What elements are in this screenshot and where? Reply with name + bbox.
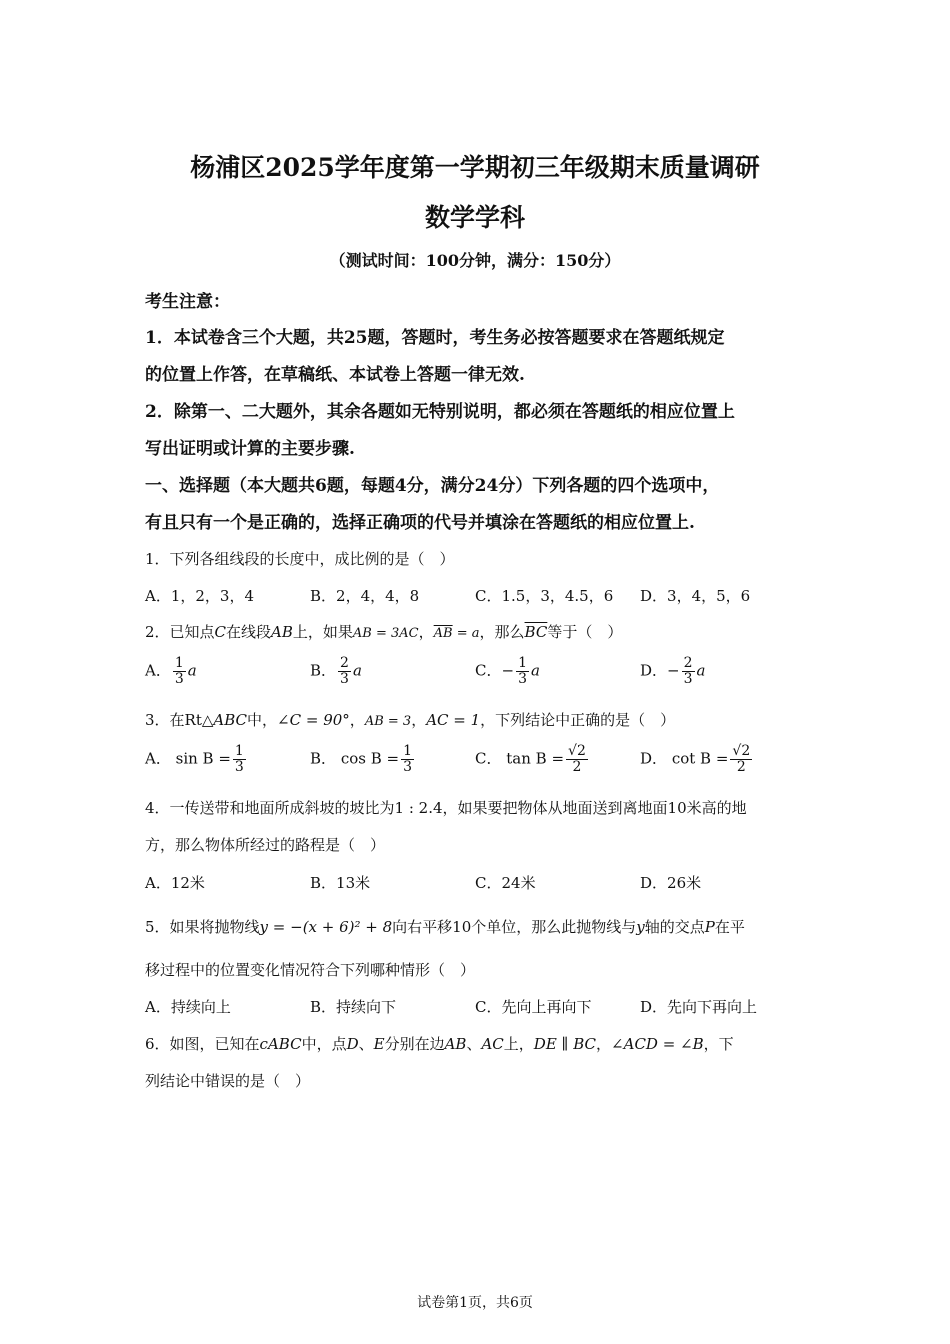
option-label: C．	[475, 661, 502, 680]
denominator: 2	[736, 759, 746, 775]
q1-option-d: D．3，4，5，6	[640, 587, 751, 605]
q5-option-a: A．持续向上	[145, 998, 231, 1016]
q6-text: 、	[358, 1035, 374, 1053]
exam-info: （测试时间：100分钟，满分：150分）	[329, 251, 621, 270]
q6-text: 、	[466, 1035, 482, 1053]
q1-option-b: B．2，4，4，8	[310, 587, 420, 605]
q2-point-c: C	[214, 623, 227, 641]
fraction	[730, 744, 752, 775]
vector-a: a	[696, 661, 706, 680]
q4-stem-line-1	[145, 797, 747, 818]
q2-vector-ab: $\overline{AB}$	[433, 626, 453, 641]
q6-stem-line-1	[145, 1033, 734, 1054]
fraction	[338, 656, 351, 687]
q5-option-b: B．持续向下	[310, 998, 397, 1016]
option-label: C．	[475, 749, 502, 768]
q1-option-c: C．1.5，3，4.5，6	[475, 587, 614, 605]
denominator: 3	[403, 759, 412, 775]
option-label: D．	[640, 749, 668, 768]
q2-condition-1: AB = 3AC	[352, 626, 419, 641]
numerator: 1	[174, 655, 184, 671]
q3-triangle: ABC	[213, 711, 248, 729]
q4-option-b: B．13米	[310, 874, 371, 892]
numerator: 2	[683, 655, 693, 671]
q6-angles: ∠ACD = ∠B	[611, 1035, 704, 1053]
q3-ab: AB = 3	[364, 714, 412, 729]
trig-expression: tan B =	[506, 749, 565, 768]
q5-stem-line-1	[145, 916, 745, 937]
q6-text: 上，	[503, 1035, 534, 1053]
numerator: 1	[403, 743, 412, 759]
q4-text: ，如果要把物体从地面送到离地面10米高的地	[442, 799, 747, 817]
subject-title: 数学学科	[424, 203, 525, 232]
q2-text: ，	[418, 623, 434, 641]
q5-stem-line-2: 移过程中的位置变化情况符合下列哪种情形（ ）	[145, 961, 476, 979]
q6-side-ab: AB	[444, 1035, 467, 1053]
q1-option-a: A．1，2，3，4	[145, 587, 255, 605]
q6-side-ac: AC	[481, 1035, 504, 1053]
option-label: B．	[310, 749, 337, 768]
option-label: A．	[145, 749, 171, 768]
q2-text: 等于（ ）	[547, 623, 623, 641]
q3-text: ，	[411, 711, 427, 729]
denominator: 2	[572, 759, 582, 775]
q3-option-b	[310, 744, 416, 775]
q2-text: 上，如果	[292, 623, 353, 641]
fraction	[566, 744, 588, 775]
q6-text: 6．如图，已知在	[145, 1035, 260, 1053]
q2-text: 2．已知点	[145, 623, 215, 641]
numerator: 1	[234, 743, 244, 759]
option-label: D．	[640, 661, 668, 680]
q3-text: ，下列结论中正确的是（ ）	[480, 711, 676, 729]
q6-text: ，下	[703, 1035, 734, 1053]
fraction	[401, 744, 414, 775]
q5-option-d: D．先向下再向上	[640, 998, 758, 1016]
notice-item-1-line-2: 的位置上作答，在草稿纸、本试卷上答题一律无效.	[145, 365, 525, 385]
minus-sign: −	[501, 661, 515, 680]
q3-angle: ∠C = 90°	[277, 711, 350, 729]
q5-text: 在平	[714, 918, 745, 936]
q6-text: ，	[596, 1035, 612, 1053]
notice-item-1-line-1: 1．本试卷含三个大题，共25题，答题时，考生务必按答题要求在答题纸规定	[145, 328, 725, 348]
q2-condition-2: = a	[452, 626, 480, 641]
q2-vector-bc: $\overline{BC}$	[524, 623, 548, 641]
trig-expression: cot B =	[671, 749, 729, 768]
fraction	[233, 744, 246, 775]
fraction	[173, 656, 186, 687]
fraction	[516, 656, 529, 687]
q3-option-d	[640, 744, 754, 775]
denominator: 3	[683, 671, 693, 687]
q5-parabola: y = −(x + 6)² + 8	[259, 918, 393, 936]
q5-point-p: P	[704, 918, 715, 936]
section-1-line-2: 有且只有一个是正确的，选择正确项的代号并填涂在答题纸的相应位置上.	[145, 513, 695, 533]
q4-stem-line-2: 方，那么物体所经过的路程是（ ）	[145, 836, 386, 854]
q4-option-c: C．24米	[475, 874, 536, 892]
q5-text: 向右平移10个单位，那么此抛物线与	[392, 918, 637, 936]
q1-stem: 1．下列各组线段的长度中，成比例的是（ ）	[145, 550, 455, 568]
q3-option-c	[475, 744, 590, 775]
q4-ratio: 1 : 2.4	[394, 799, 443, 817]
notice-item-2-line-1: 2．除第一、二大题外，其余各题如无特别说明，都必须在答题纸的相应位置上	[145, 402, 735, 422]
denominator: 3	[234, 759, 244, 775]
q5-text: 5．如果将抛物线	[145, 918, 260, 936]
q2-option-d	[640, 656, 705, 687]
section-1-line-1: 一、选择题（本大题共6题，每题4分，满分24分）下列各题的四个选项中，	[145, 476, 720, 496]
q3-text: ，	[349, 711, 365, 729]
trig-expression: cos B =	[340, 749, 400, 768]
q6-triangle: cABC	[259, 1035, 302, 1053]
q2-segment-ab: AB	[271, 623, 293, 641]
denominator: 3	[340, 671, 349, 687]
q4-option-d: D．26米	[640, 874, 702, 892]
q3-option-a	[145, 744, 248, 775]
q5-text: 轴的交点	[644, 918, 705, 936]
q2-option-c	[475, 656, 540, 687]
minus-sign: −	[667, 661, 680, 680]
q4-option-a: A．12米	[145, 874, 205, 892]
notice-heading: 考生注意：	[145, 292, 230, 312]
q3-text: 3．在Rt△	[145, 711, 214, 729]
option-label: A．	[145, 661, 171, 680]
q3-stem	[145, 709, 675, 730]
q5-y-axis: y	[636, 918, 645, 936]
vector-a: a	[352, 661, 362, 680]
q2-option-a	[145, 656, 197, 687]
q2-text: 在线段	[226, 623, 272, 641]
denominator: 3	[174, 671, 184, 687]
q6-parallel: DE ∥ BC	[533, 1035, 597, 1053]
trig-expression: sin B =	[175, 749, 231, 768]
fraction	[682, 656, 695, 687]
numerator: 2	[340, 655, 349, 671]
exam-title: 杨浦区2025学年度第一学期初三年级期末质量调研	[190, 153, 760, 182]
q6-stem-line-2: 列结论中错误的是（ ）	[145, 1072, 311, 1090]
page-footer: 试卷第1页，共6页	[417, 1295, 533, 1311]
vector-a: a	[187, 661, 197, 680]
q2-stem	[145, 621, 622, 642]
q5-option-c: C．先向上再向下	[475, 998, 592, 1016]
vector-a: a	[530, 661, 540, 680]
q2-option-b	[310, 656, 362, 687]
q4-text: 4．一传送带和地面所成斜坡的坡比为	[145, 799, 395, 817]
numerator: √2	[568, 743, 586, 759]
q6-point-d: D	[346, 1035, 359, 1053]
q6-text: 中，点	[301, 1035, 347, 1053]
q3-ac: AC = 1	[426, 711, 481, 729]
q3-text: 中，	[247, 711, 278, 729]
q6-text: 分别在边	[384, 1035, 445, 1053]
notice-item-2-line-2: 写出证明或计算的主要步骤.	[145, 439, 355, 459]
denominator: 3	[518, 671, 527, 687]
option-label: B．	[310, 661, 337, 680]
q6-point-e: E	[373, 1035, 385, 1053]
numerator: √2	[732, 743, 751, 759]
q2-text: ，那么	[479, 623, 525, 641]
numerator: 1	[518, 655, 527, 671]
